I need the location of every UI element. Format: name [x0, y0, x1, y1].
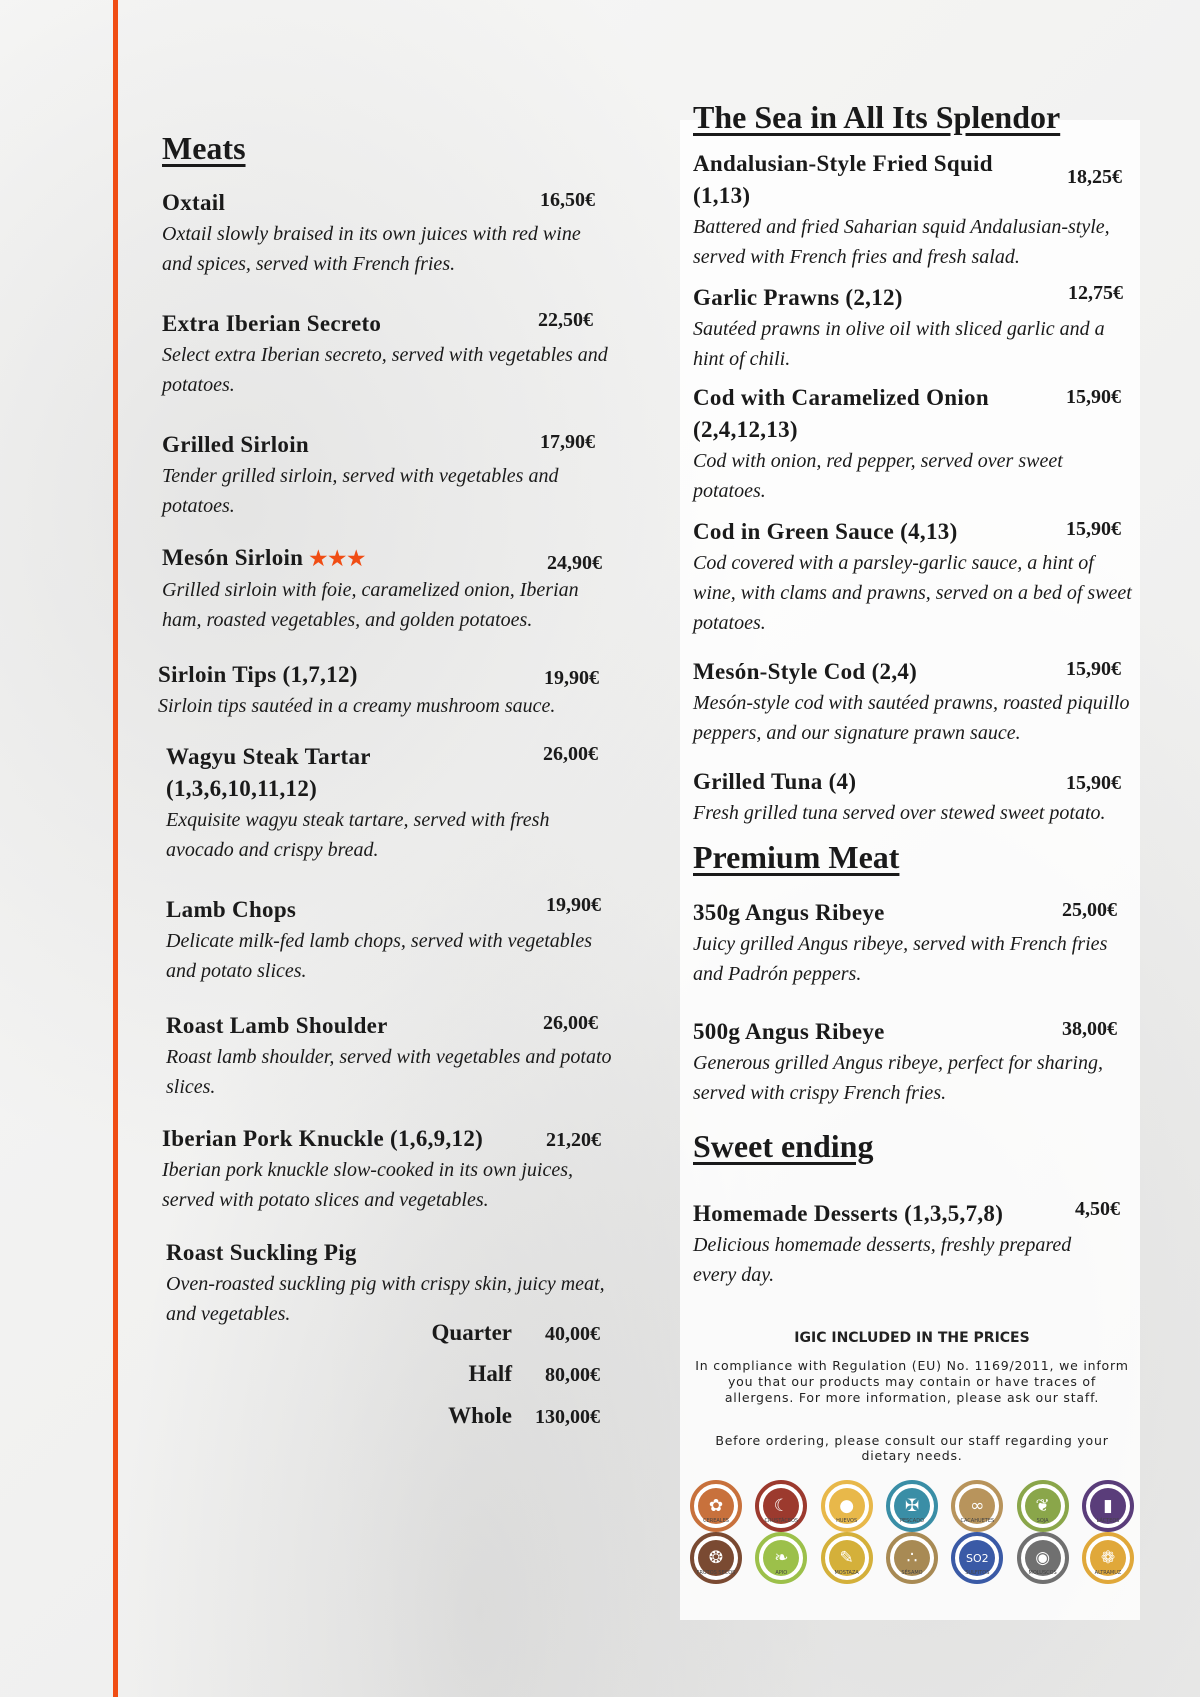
menu-item-garlic-prawns	[693, 282, 1133, 374]
allergen-glyph: ▮	[1090, 1488, 1126, 1524]
menu-item-sirloin-tips	[158, 659, 618, 721]
item-description: Delicate milk-fed lamb chops, served with vegetables and potato slices.	[166, 930, 592, 982]
sea-heading: The Sea in All Its Splendor	[693, 99, 1061, 135]
menu-item-wagyu-steak-tartar	[166, 741, 616, 865]
allergen-badge-ring	[821, 1532, 873, 1584]
item-price: 12,75€	[1068, 282, 1123, 304]
item-name: Homemade Desserts (1,3,5,7,8)	[693, 1201, 1004, 1226]
allergen-label: LÁCTEOS	[1096, 1518, 1120, 1524]
portion-price: 130,00€	[535, 1406, 600, 1428]
sulphites-icon	[949, 1532, 1005, 1576]
allergen-badge-ring	[951, 1532, 1003, 1584]
allergen-badge-ring	[1082, 1532, 1134, 1584]
item-price: 38,00€	[1062, 1018, 1117, 1040]
item-description: Delicious homemade desserts, freshly prepared every day.	[693, 1234, 1072, 1286]
allergen-badge-ring	[690, 1532, 742, 1584]
item-price: 16,50€	[540, 189, 595, 211]
item-name: Sirloin Tips (1,7,12)	[158, 662, 358, 687]
portion-label: Half	[468, 1361, 512, 1386]
item-price: 15,90€	[1066, 658, 1121, 680]
menu-item-iberian-pork-knuckle	[162, 1123, 622, 1215]
soy-icon	[1015, 1480, 1071, 1524]
item-price: 19,90€	[544, 667, 599, 689]
portion-label: Whole	[448, 1403, 512, 1428]
allergen-badge-ring	[1017, 1480, 1069, 1532]
allergen-label: ALTRAMUZ	[1094, 1570, 1122, 1576]
item-name: Garlic Prawns (2,12)	[693, 285, 903, 310]
fish-icon	[884, 1480, 940, 1524]
menu-item-350g-angus-ribeye	[693, 897, 1133, 989]
allergen-regulation-notice: In compliance with Regulation (EU) No. 1169/2011, we inform you that our products may contain or have traces of allergens. For more information, please ask our staff.	[695, 1358, 1129, 1405]
item-name: Extra Iberian Secreto	[162, 311, 382, 336]
item-price: 24,90€	[547, 552, 602, 574]
allergen-badge-ring	[951, 1480, 1003, 1532]
allergen-label: FRUTOS SECOS	[696, 1570, 736, 1576]
allergen-glyph: ✠	[894, 1488, 930, 1524]
item-name: Mesón-Style Cod (2,4)	[693, 659, 918, 684]
sesame-icon	[884, 1532, 940, 1576]
portion-half	[400, 1361, 600, 1387]
allergen-legend	[688, 1480, 1136, 1584]
menu-item-cod-green-sauce	[693, 516, 1133, 638]
item-description: Oxtail slowly braised in its own juices with red wine and spices, served with French fries.	[162, 223, 581, 275]
item-description: Iberian pork knuckle slow-cooked in its own juices, served with potato slices and vegetables.	[162, 1159, 574, 1211]
item-name: Oxtail	[162, 190, 226, 215]
menu-item-meson-sirloin	[162, 542, 612, 635]
allergen-label: MOSTAZA	[834, 1570, 859, 1576]
allergen-badge-ring	[755, 1480, 807, 1532]
item-description: Oven-roasted suckling pig with crispy skin, juicy meat, and vegetables.	[166, 1273, 605, 1325]
item-price: 18,25€	[1067, 166, 1122, 188]
allergen-badge-ring	[886, 1532, 938, 1584]
sweet-ending-heading: Sweet ending	[693, 1128, 874, 1164]
item-name: Lamb Chops	[166, 897, 297, 922]
allergen-glyph: ∞	[959, 1488, 995, 1524]
item-name: Wagyu Steak Tartar (1,3,6,10,11,12)	[166, 744, 371, 801]
item-price: 19,90€	[546, 894, 601, 916]
allergen-badge-ring	[821, 1480, 873, 1532]
allergen-badge-ring	[1017, 1532, 1069, 1584]
allergen-label: MOLUSCOS	[1028, 1570, 1057, 1576]
item-price: 17,90€	[540, 431, 595, 453]
menu-item-homemade-desserts	[693, 1198, 1133, 1290]
allergen-badge-ring	[1082, 1480, 1134, 1532]
allergen-badge-ring	[755, 1532, 807, 1584]
menu-item-meson-style-cod	[693, 656, 1133, 748]
wheat-icon	[688, 1480, 744, 1524]
allergen-label: APIO	[775, 1570, 788, 1576]
crustacean-icon	[753, 1480, 809, 1524]
rating-stars: ★★★	[309, 548, 367, 570]
allergen-glyph: ✎	[829, 1540, 865, 1576]
item-description: Tender grilled sirloin, served with vegetables and potatoes.	[162, 465, 559, 517]
item-price: 25,00€	[1062, 899, 1117, 921]
item-name: Grilled Sirloin	[162, 432, 309, 457]
allergen-label: CACAHUETES	[960, 1518, 995, 1524]
menu-item-cod-caramelized-onion	[693, 382, 1133, 506]
mollusc-icon	[1015, 1532, 1071, 1576]
mustard-icon	[819, 1532, 875, 1576]
menu-item-fried-squid	[693, 148, 1133, 272]
allergen-label: CEREALES	[703, 1518, 729, 1524]
item-name: Iberian Pork Knuckle (1,6,9,12)	[162, 1126, 484, 1151]
item-name-row	[162, 542, 612, 575]
allergen-glyph: SO2	[959, 1540, 995, 1576]
peanut-icon	[949, 1480, 1005, 1524]
allergen-label: CRUSTÁCEOS	[764, 1518, 799, 1524]
allergen-label: SÉSAMO	[901, 1570, 923, 1576]
item-price: 15,90€	[1066, 518, 1121, 540]
allergen-glyph: ❁	[1090, 1540, 1126, 1576]
celery-icon	[753, 1532, 809, 1576]
item-price: 22,50€	[538, 309, 593, 331]
item-description: Sirloin tips sautéed in a creamy mushroom sauce.	[158, 695, 556, 717]
lupin-icon	[1080, 1532, 1136, 1576]
item-name: Mesón Sirloin	[162, 545, 304, 570]
dietary-needs-notice: Before ordering, please consult our staff regarding your dietary needs.	[715, 1433, 1109, 1463]
menu-item-500g-angus-ribeye	[693, 1016, 1133, 1108]
allergen-label: SULFITOS	[965, 1570, 990, 1576]
allergen-label: HUEVOS	[836, 1518, 858, 1524]
premium-meat-heading: Premium Meat	[693, 839, 900, 875]
allergen-row	[688, 1480, 1136, 1524]
portion-label: Quarter	[431, 1320, 512, 1345]
menu-item-roast-suckling-pig	[166, 1237, 616, 1329]
allergen-glyph: ☾	[763, 1488, 799, 1524]
milk-icon	[1080, 1480, 1136, 1524]
item-price: 15,90€	[1066, 772, 1121, 794]
igic-notice: IGIC INCLUDED IN THE PRICES	[794, 1330, 1030, 1346]
allergen-badge-ring	[690, 1480, 742, 1532]
allergen-glyph: ❦	[1025, 1488, 1061, 1524]
allergen-badge-ring	[886, 1480, 938, 1532]
item-name: Cod with Caramelized Onion (2,4,12,13)	[693, 385, 989, 442]
meats-heading: Meats	[162, 130, 246, 166]
item-price: 4,50€	[1075, 1198, 1120, 1220]
item-name: Grilled Tuna (4)	[693, 769, 857, 794]
allergen-row	[688, 1532, 1136, 1576]
allergen-glyph: ∴	[894, 1540, 930, 1576]
item-name: 350g Angus Ribeye	[693, 900, 885, 925]
item-price: 26,00€	[543, 1012, 598, 1034]
nuts-icon	[688, 1532, 744, 1576]
item-price: 21,20€	[546, 1129, 601, 1151]
menu-item-grilled-tuna	[693, 766, 1133, 828]
allergen-glyph: ●	[829, 1488, 865, 1524]
egg-icon	[819, 1480, 875, 1524]
accent-line	[113, 0, 118, 1697]
item-name: Cod in Green Sauce (4,13)	[693, 519, 958, 544]
item-name: Andalusian-Style Fried Squid (1,13)	[693, 151, 993, 208]
item-description: Mesón-style cod with sautéed prawns, roasted piquillo peppers, and our signature prawn sauce.	[693, 692, 1130, 744]
item-price: 26,00€	[543, 743, 598, 765]
item-description: Grilled sirloin with foie, caramelized onion, Iberian ham, roasted vegetables, and golden potatoes.	[162, 579, 579, 631]
allergen-glyph: ❧	[763, 1540, 799, 1576]
allergen-glyph: ✿	[698, 1488, 734, 1524]
item-description: Cod with onion, red pepper, served over sweet potatoes.	[693, 450, 1063, 502]
menu-item-lamb-chops	[166, 894, 616, 986]
item-price: 15,90€	[1066, 386, 1121, 408]
item-description: Roast lamb shoulder, served with vegetables and potato slices.	[166, 1046, 612, 1098]
portion-price: 80,00€	[545, 1364, 600, 1386]
item-name: 500g Angus Ribeye	[693, 1019, 885, 1044]
portion-quarter	[400, 1320, 600, 1346]
allergen-glyph: ◉	[1025, 1540, 1061, 1576]
portion-whole	[400, 1403, 600, 1429]
menu-item-extra-iberian-secreto	[162, 308, 612, 400]
menu-item-grilled-sirloin	[162, 429, 612, 521]
item-description: Exquisite wagyu steak tartare, served with fresh avocado and crispy bread.	[166, 809, 550, 861]
item-description: Generous grilled Angus ribeye, perfect for sharing, served with crispy French fries.	[693, 1052, 1103, 1104]
allergen-label: SOJA	[1036, 1518, 1049, 1524]
item-description: Select extra Iberian secreto, served with vegetables and potatoes.	[162, 344, 608, 396]
item-description: Cod covered with a parsley-garlic sauce, a hint of wine, with clams and prawns, served on a bed of sweet potatoes.	[693, 552, 1132, 634]
item-description: Battered and fried Saharian squid Andalusian-style, served with French fries and fresh salad.	[693, 216, 1110, 268]
menu-item-oxtail	[162, 187, 612, 279]
item-name: Roast Suckling Pig	[166, 1240, 357, 1265]
item-name: Roast Lamb Shoulder	[166, 1013, 388, 1038]
item-description: Juicy grilled Angus ribeye, served with French fries and Padrón peppers.	[693, 933, 1108, 985]
item-description: Fresh grilled tuna served over stewed sweet potato.	[693, 802, 1106, 824]
item-description: Sautéed prawns in olive oil with sliced garlic and a hint of chili.	[693, 318, 1105, 370]
menu-item-roast-lamb-shoulder	[166, 1010, 616, 1102]
allergen-label: PESCADO	[899, 1518, 924, 1524]
allergen-glyph: ❂	[698, 1540, 734, 1576]
portion-price: 40,00€	[545, 1323, 600, 1345]
